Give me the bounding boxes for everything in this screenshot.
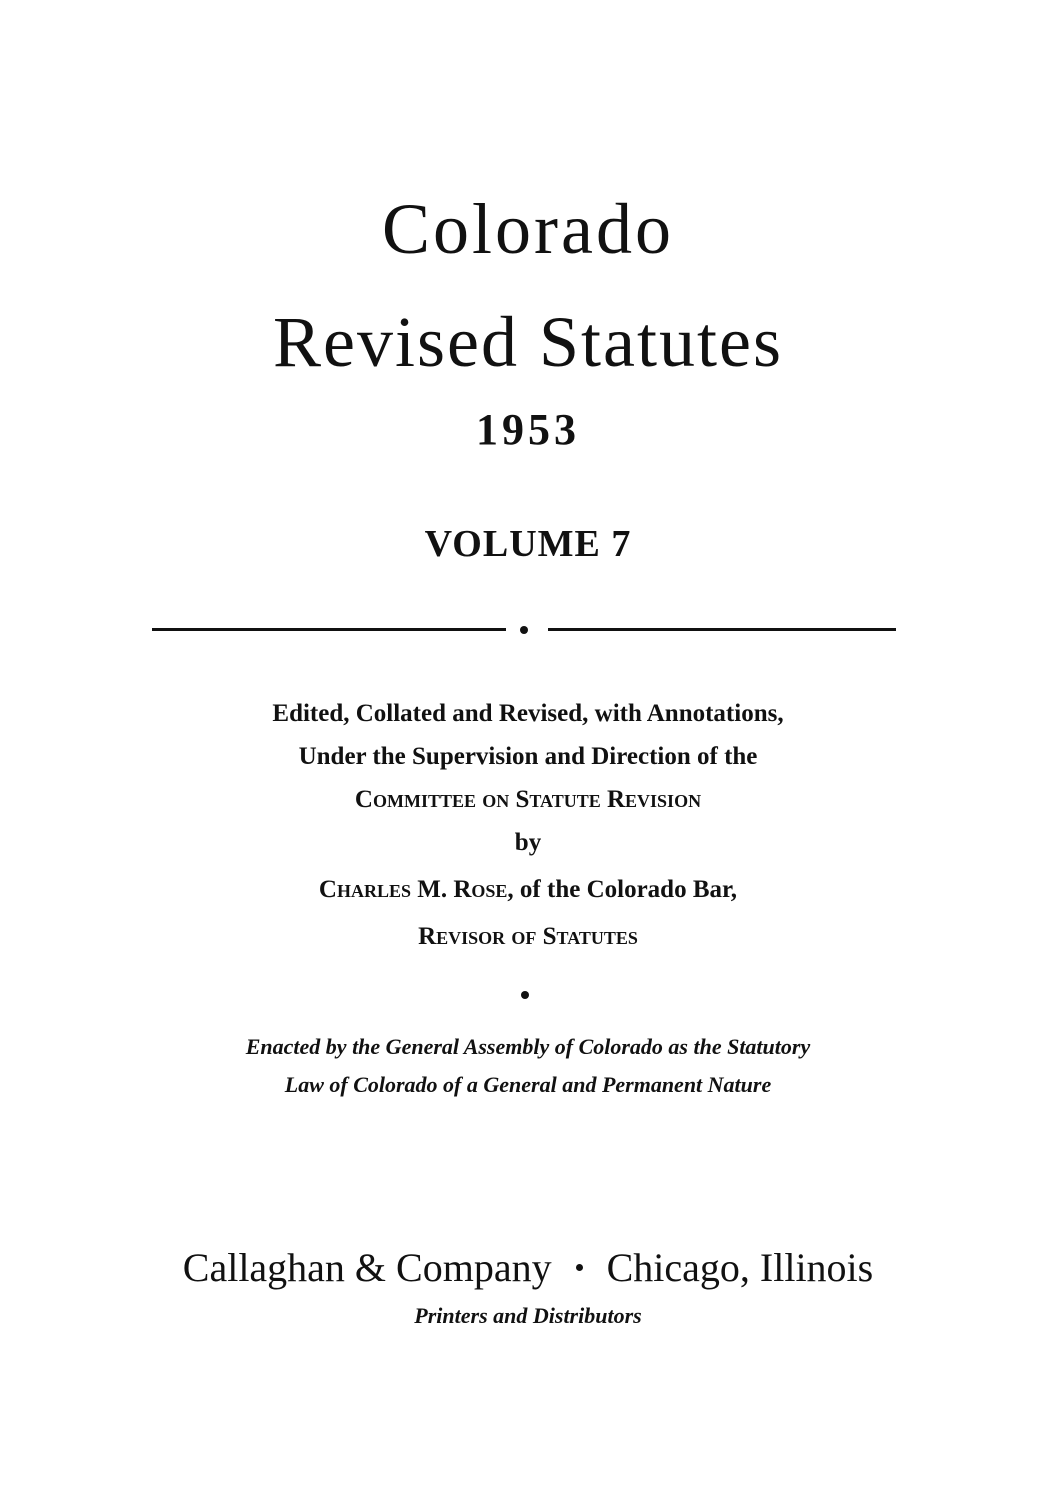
reviser-affiliation: , of the Colorado Bar, xyxy=(507,876,738,903)
title-revised-statutes: Revised Statutes xyxy=(273,302,783,382)
reviser-line xyxy=(0,876,1056,904)
publisher-role: Printers and Distributors xyxy=(414,1303,642,1328)
divider-rule-right xyxy=(548,628,896,631)
title-colorado: Colorado xyxy=(382,189,674,269)
publisher-separator-dot xyxy=(576,1264,583,1271)
reviser-name: Charles M. Rose xyxy=(318,876,508,903)
editorial-line-2: Under the Supervision and Direction of the xyxy=(298,743,758,770)
enactment-line-2: Law of Colorado of a General and Permanent Nature xyxy=(284,1072,772,1097)
editorial-line-1: Edited, Collated and Revised, with Annotations, xyxy=(272,700,784,727)
divider-rule-left xyxy=(152,628,506,631)
reviser-title: Revisor of Statutes xyxy=(418,923,638,950)
by-label: by xyxy=(514,829,542,856)
publisher-line xyxy=(0,1244,1056,1291)
volume-label: VOLUME 7 xyxy=(424,523,632,565)
publisher-location: Chicago, Illinois xyxy=(606,1245,874,1290)
publisher-name: Callaghan & Company xyxy=(182,1245,552,1290)
divider-dot xyxy=(520,626,528,634)
section-dot xyxy=(521,991,529,999)
committee-name: Committee on Statute Revision xyxy=(354,786,702,813)
publication-year: 1953 xyxy=(476,405,580,454)
enactment-line-1: Enacted by the General Assembly of Colorado as the Statutory xyxy=(245,1034,811,1059)
